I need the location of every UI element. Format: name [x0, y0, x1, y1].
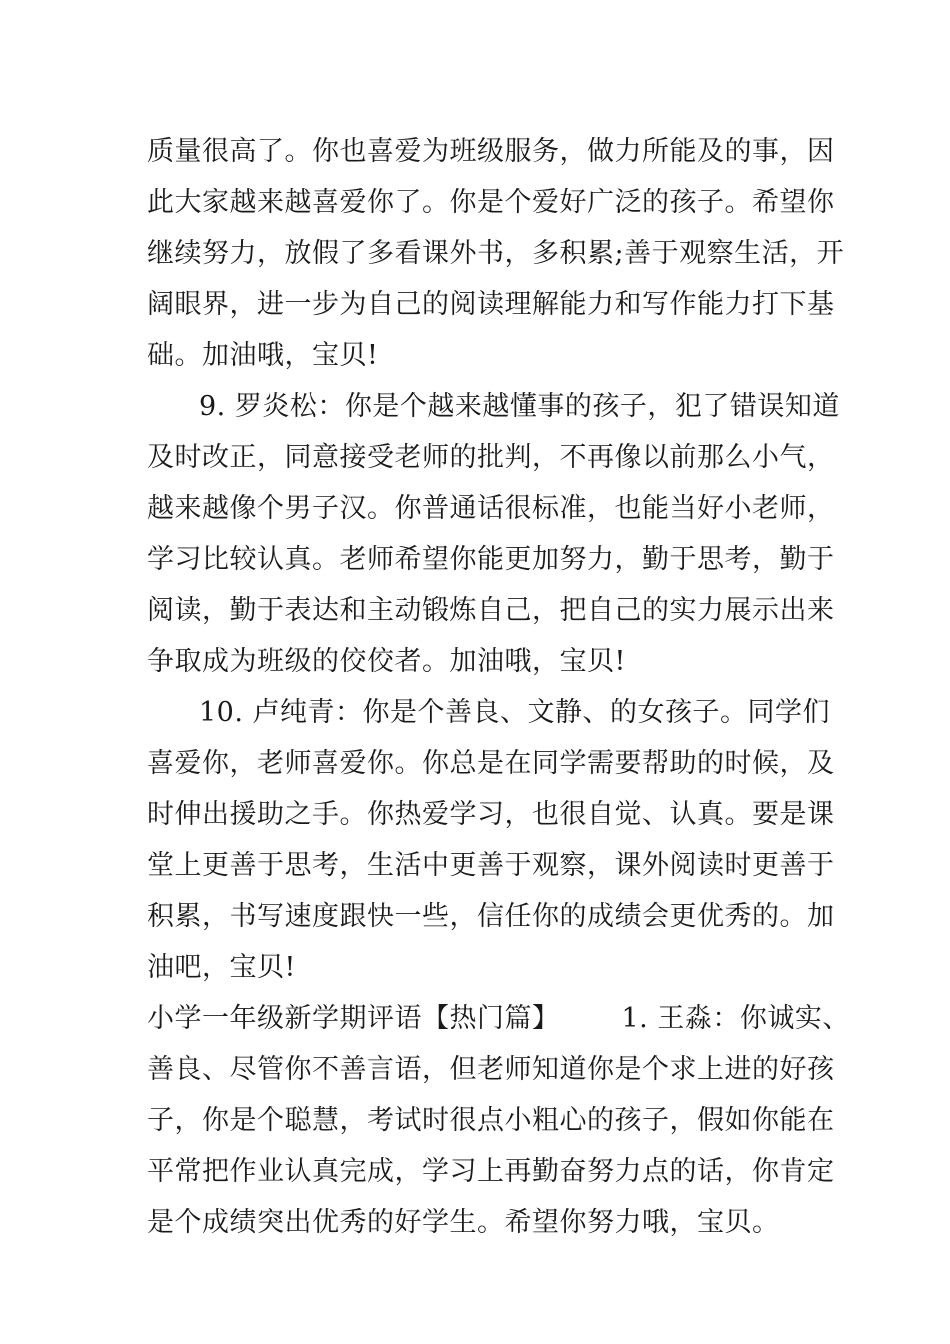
text-line: 喜爱你，老师喜爱你。你总是在同学需要帮助的时候，及 — [147, 748, 835, 779]
text-line: 时伸出援助之手。你热爱学习，也很自觉、认真。要是课 — [147, 799, 835, 830]
paragraph-1-start: 1. 王淼：你诚实、 — [621, 1003, 850, 1034]
section-heading: 小学一年级新学期评语【热门篇】 — [147, 1003, 560, 1034]
text-line: 此大家越来越喜爱你了。你是个爱好广泛的孩子。希望你 — [147, 187, 835, 218]
text-line: 平常把作业认真完成，学习上再勤奋努力点的话，你肯定 — [147, 1156, 835, 1187]
text-line: 堂上更善于思考，生活中更善于观察，课外阅读时更善于 — [147, 850, 835, 881]
text-line: 子，你是个聪慧，考试时很点小粗心的孩子，假如你能在 — [147, 1105, 835, 1136]
text-line: 继续努力，放假了多看课外书，多积累;善于观察生活，开 — [147, 238, 845, 269]
document-body — [147, 126, 850, 1248]
paragraph-10-start: 10. 卢纯青：你是个善良、文静、的女孩子。同学们 — [199, 697, 831, 728]
text-line: 是个成绩突出优秀的好学生。希望你努力哦，宝贝。 — [147, 1207, 780, 1238]
text-line: 学习比较认真。老师希望你能更加努力，勤于思考，勤于 — [147, 544, 835, 575]
text-line: 油吧，宝贝! — [147, 952, 296, 983]
text-line: 善良、尽管你不善言语，但老师知道你是个求上进的好孩 — [147, 1054, 835, 1085]
section-heading-line — [147, 993, 850, 1044]
text-line: 础。加油哦，宝贝! — [147, 340, 379, 371]
text-line: 质量很高了。你也喜爱为班级服务，做力所能及的事，因 — [147, 136, 835, 167]
text-line: 越来越像个男子汉。你普通话很标准，也能当好小老师， — [147, 493, 835, 524]
text-line: 争取成为班级的佼佼者。加油哦，宝贝! — [147, 646, 626, 677]
text-line: 积累，书写速度跟快一些，信任你的成绩会更优秀的。加 — [147, 901, 835, 932]
text-line: 阔眼界，进一步为自己的阅读理解能力和写作能力打下基 — [147, 289, 835, 320]
text-line: 及时改正，同意接受老师的批判，不再像以前那么小气， — [147, 442, 835, 473]
text-line: 阅读，勤于表达和主动锻炼自己，把自己的实力展示出来 — [147, 595, 835, 626]
paragraph-9-start: 9. 罗炎松：你是个越来越懂事的孩子，犯了错误知道 — [199, 391, 840, 422]
